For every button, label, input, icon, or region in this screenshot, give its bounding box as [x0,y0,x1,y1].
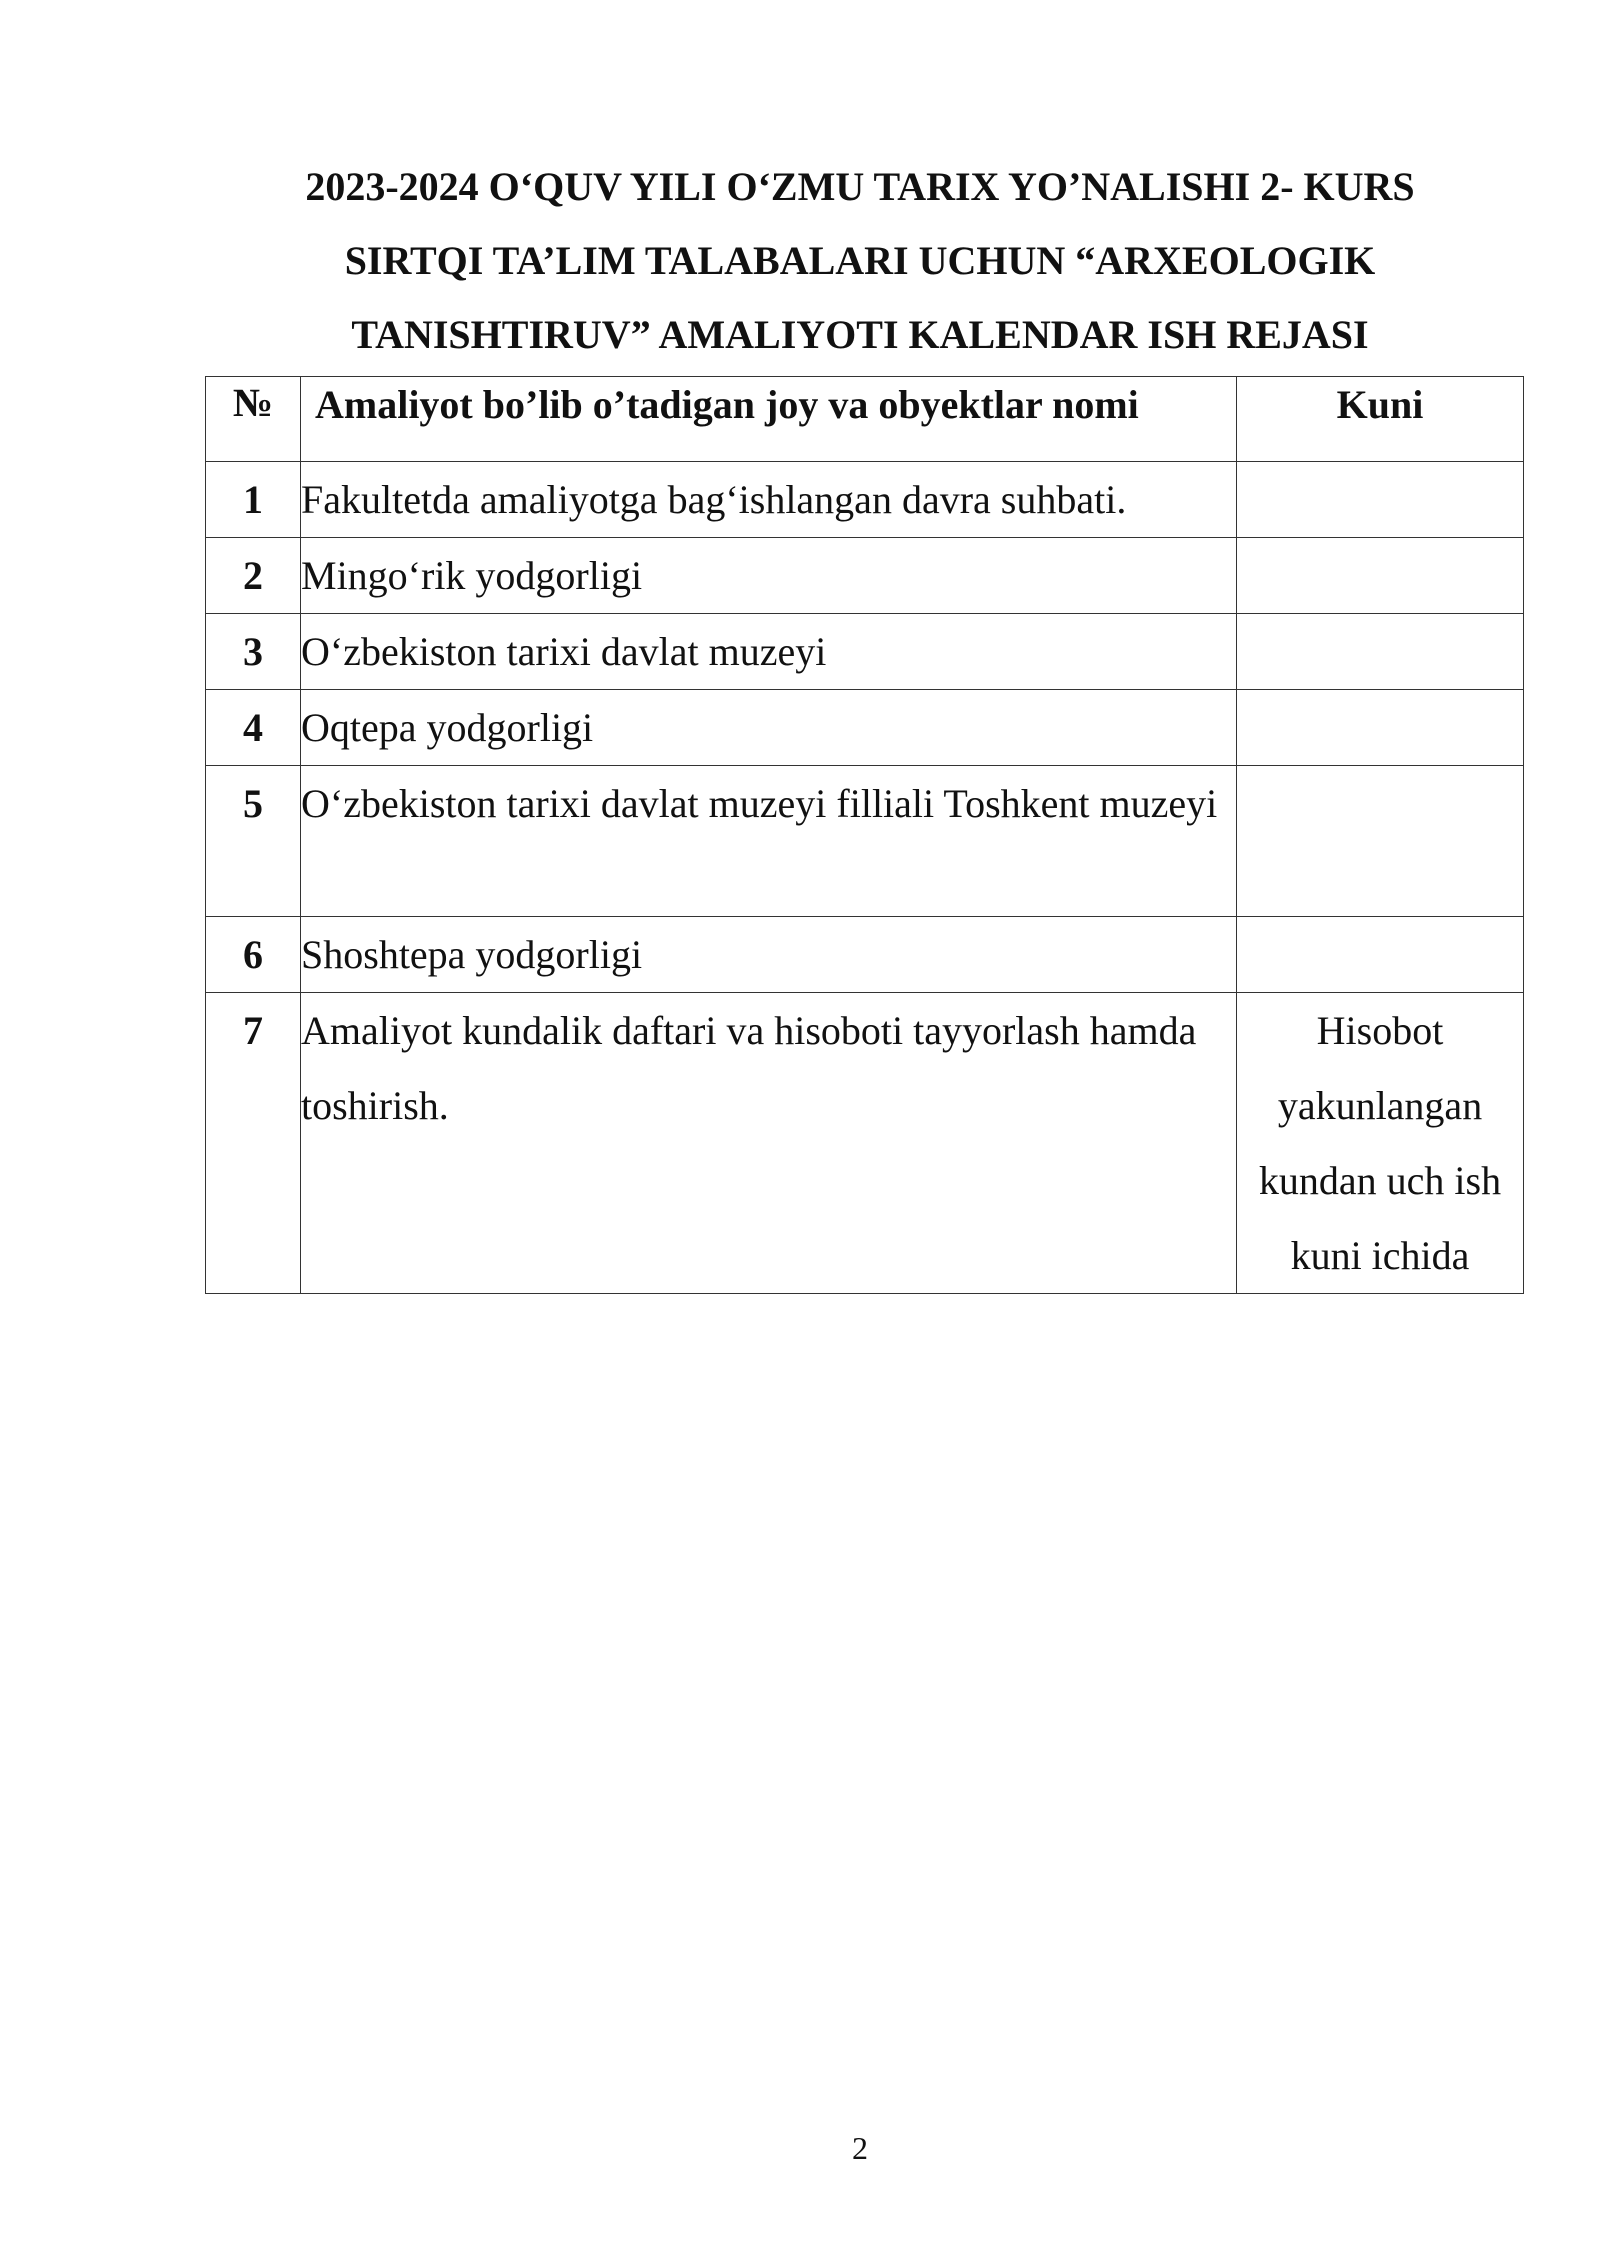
page-number: 2 [852,2130,868,2166]
row-number: 2 [206,538,301,614]
table-row [206,690,1524,766]
row-name: Fakultetda amaliyotga bag‘ishlangan davra suhbati. [301,462,1237,538]
table-row [206,614,1524,690]
row-name: O‘zbekiston tarixi davlat muzeyi filliali Toshkent muzeyi [301,766,1237,917]
row-day [1237,614,1524,690]
row-name: Amaliyot kundalik daftari va hisoboti tayyorlash hamda toshirish. [301,993,1237,1294]
row-number: 5 [206,766,301,917]
header-name: Amaliyot bo’lib o’tadigan joy va obyektlar nomi [301,377,1237,462]
row-name: Oqtepa yodgorligi [301,690,1237,766]
header-day: Kuni [1237,377,1524,462]
document-title [200,150,1520,372]
row-name: O‘zbekiston tarixi davlat muzeyi [301,614,1237,690]
table-row [206,917,1524,993]
table-header-row [206,377,1524,462]
row-day [1237,690,1524,766]
title-line-2: SIRTQI TA’LIM TALABALARI UCHUN “ARXEOLOGIK [344,238,1376,283]
row-day [1237,917,1524,993]
row-number: 7 [206,993,301,1294]
row-day [1237,538,1524,614]
title-line-3: TANISHTIRUV” AMALIYOTI KALENDAR ISH REJASI [351,312,1369,357]
row-day: Hisobot yakunlangan kundan uch ish kuni ichida [1237,993,1524,1294]
calendar-plan-table [205,376,1524,1294]
title-line-1: 2023-2024 O‘QUV YILI O‘ZMU TARIX YO’NALISHI 2- KURS [305,164,1415,209]
row-name: Mingo‘rik yodgorligi [301,538,1237,614]
table-row [206,993,1524,1294]
row-number: 6 [206,917,301,993]
table-row [206,538,1524,614]
header-number: № [206,377,301,462]
row-number: 3 [206,614,301,690]
table-row [206,462,1524,538]
row-day [1237,462,1524,538]
table-row [206,766,1524,917]
row-number: 4 [206,690,301,766]
row-number: 1 [206,462,301,538]
row-name: Shoshtepa yodgorligi [301,917,1237,993]
row-day [1237,766,1524,917]
